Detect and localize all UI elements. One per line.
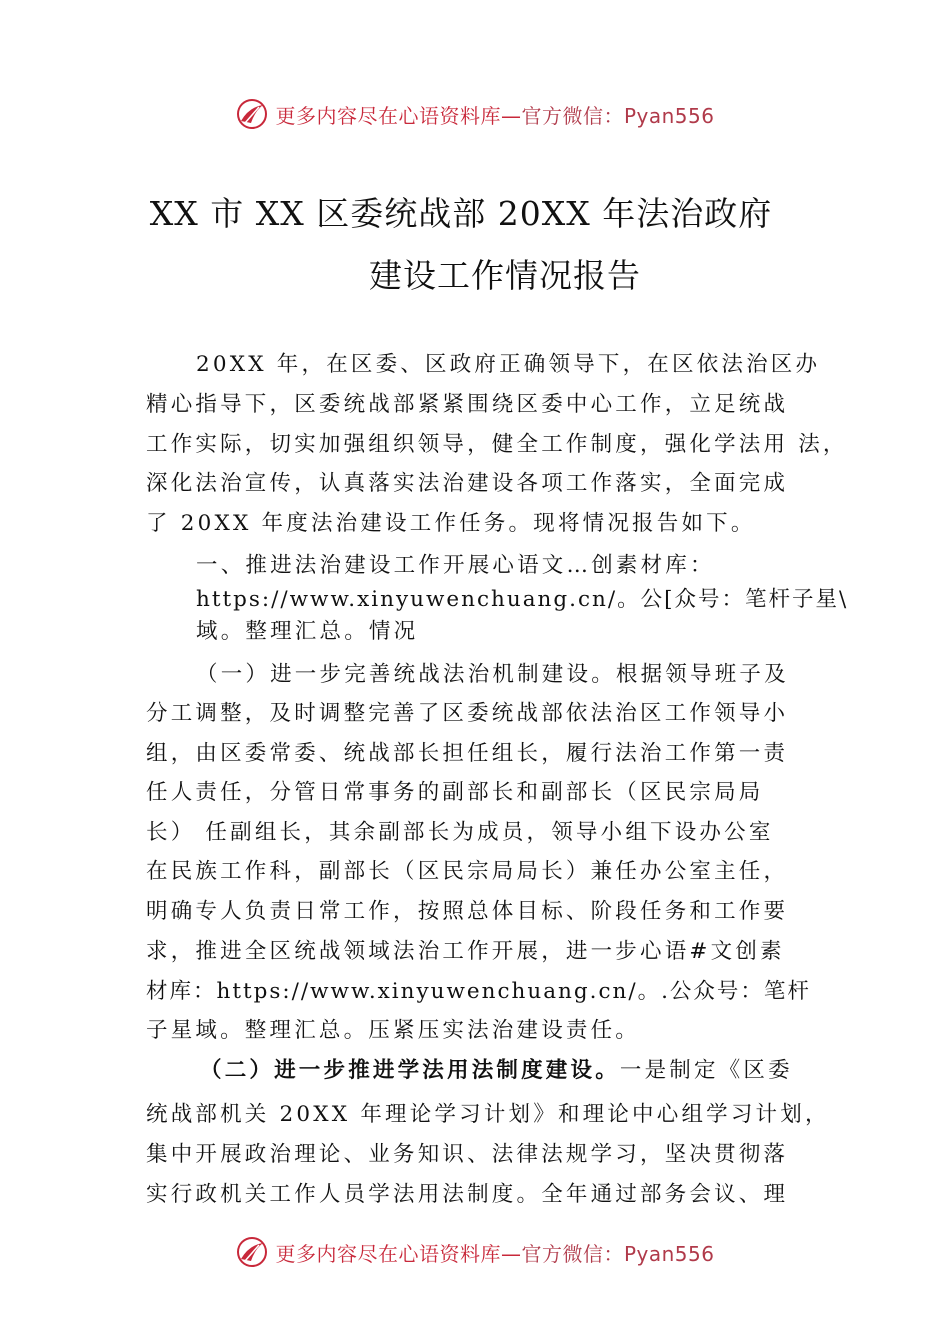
subsection-heading: （一）进一步完善统战法治机制建设。根据领导班子及	[196, 662, 789, 687]
brand-logo-icon	[235, 1235, 269, 1269]
body-line: https://www.xinyuwenchuang.cn/。公[众号：笔杆子星\	[196, 587, 849, 612]
body-line: 统战部机关 20XX 年理论学习计划》和理论中心组学习计划，	[146, 1102, 830, 1127]
banner-text: 更多内容尽在心语资料库—官方微信：Pyan556	[275, 1241, 715, 1266]
subsection-heading: （二）进一步推进学法用法制度建设。	[200, 1058, 620, 1083]
body-line: 求，推进全区统战领域法治工作开展，进一步心语#文创素	[146, 939, 785, 964]
subsection-heading-line	[200, 1056, 880, 1086]
body-line: 子星域。整理汇总。压紧压实法治建设责任。	[146, 1018, 641, 1043]
body-text: 一是制定《区委	[619, 1058, 793, 1083]
body-line: 明确专人负责日常工作，按照总体目标、阶段任务和工作要	[146, 899, 789, 924]
document-title-line-1: XX 市 XX 区委统战部 20XX 年法治政府	[149, 194, 773, 233]
footer-banner	[0, 1232, 950, 1272]
body-line: 实行政机关工作人员学法用法制度。全年通过部务会议、理	[146, 1182, 789, 1207]
body-line: 在民族工作科，副部长（区民宗局局长）兼任办公室主任，	[146, 859, 789, 884]
body-line: 组，由区委常委、统战部长担任组长，履行法治工作第一责	[146, 741, 789, 766]
body-line: 20XX 年，在区委、区政府正确领导下，在区依法治区办	[196, 352, 821, 377]
body-line: 工作实际，切实加强组织领导，健全工作制度，强化学法用 法，	[146, 432, 848, 457]
brand-logo-icon	[235, 97, 269, 131]
header-banner	[0, 94, 950, 134]
body-line: 分工调整，及时调整完善了区委统战部依法治区工作领导小	[146, 701, 789, 726]
document-title-line-2: 建设工作情况报告	[369, 256, 641, 295]
body-line: 深化法治宣传，认真落实法治建设各项工作落实，全面完成	[146, 471, 789, 496]
body-line: 材库：https://www.xinyuwenchuang.cn/。.公众号：笔杆	[146, 979, 811, 1004]
section-heading: 一、推进法治建设工作开展心语文…创素材库：	[196, 553, 715, 578]
body-line: 精心指导下，区委统战部紧紧围绕区委中心工作，立足统战	[146, 392, 789, 417]
banner-text: 更多内容尽在心语资料库—官方微信：Pyan556	[275, 103, 715, 128]
body-line: 域。整理汇总。情况	[196, 619, 419, 644]
body-line: 任人责任，分管日常事务的副部长和副部长（区民宗局局	[146, 780, 764, 805]
body-line: 长） 任副组长，其余副部长为成员，领导小组下设办公室	[146, 820, 774, 845]
body-line: 集中开展政治理论、业务知识、法律法规学习，坚决贯彻落	[146, 1142, 789, 1167]
body-line: 了 20XX 年度法治建设工作任务。现将情况报告如下。	[146, 511, 756, 536]
